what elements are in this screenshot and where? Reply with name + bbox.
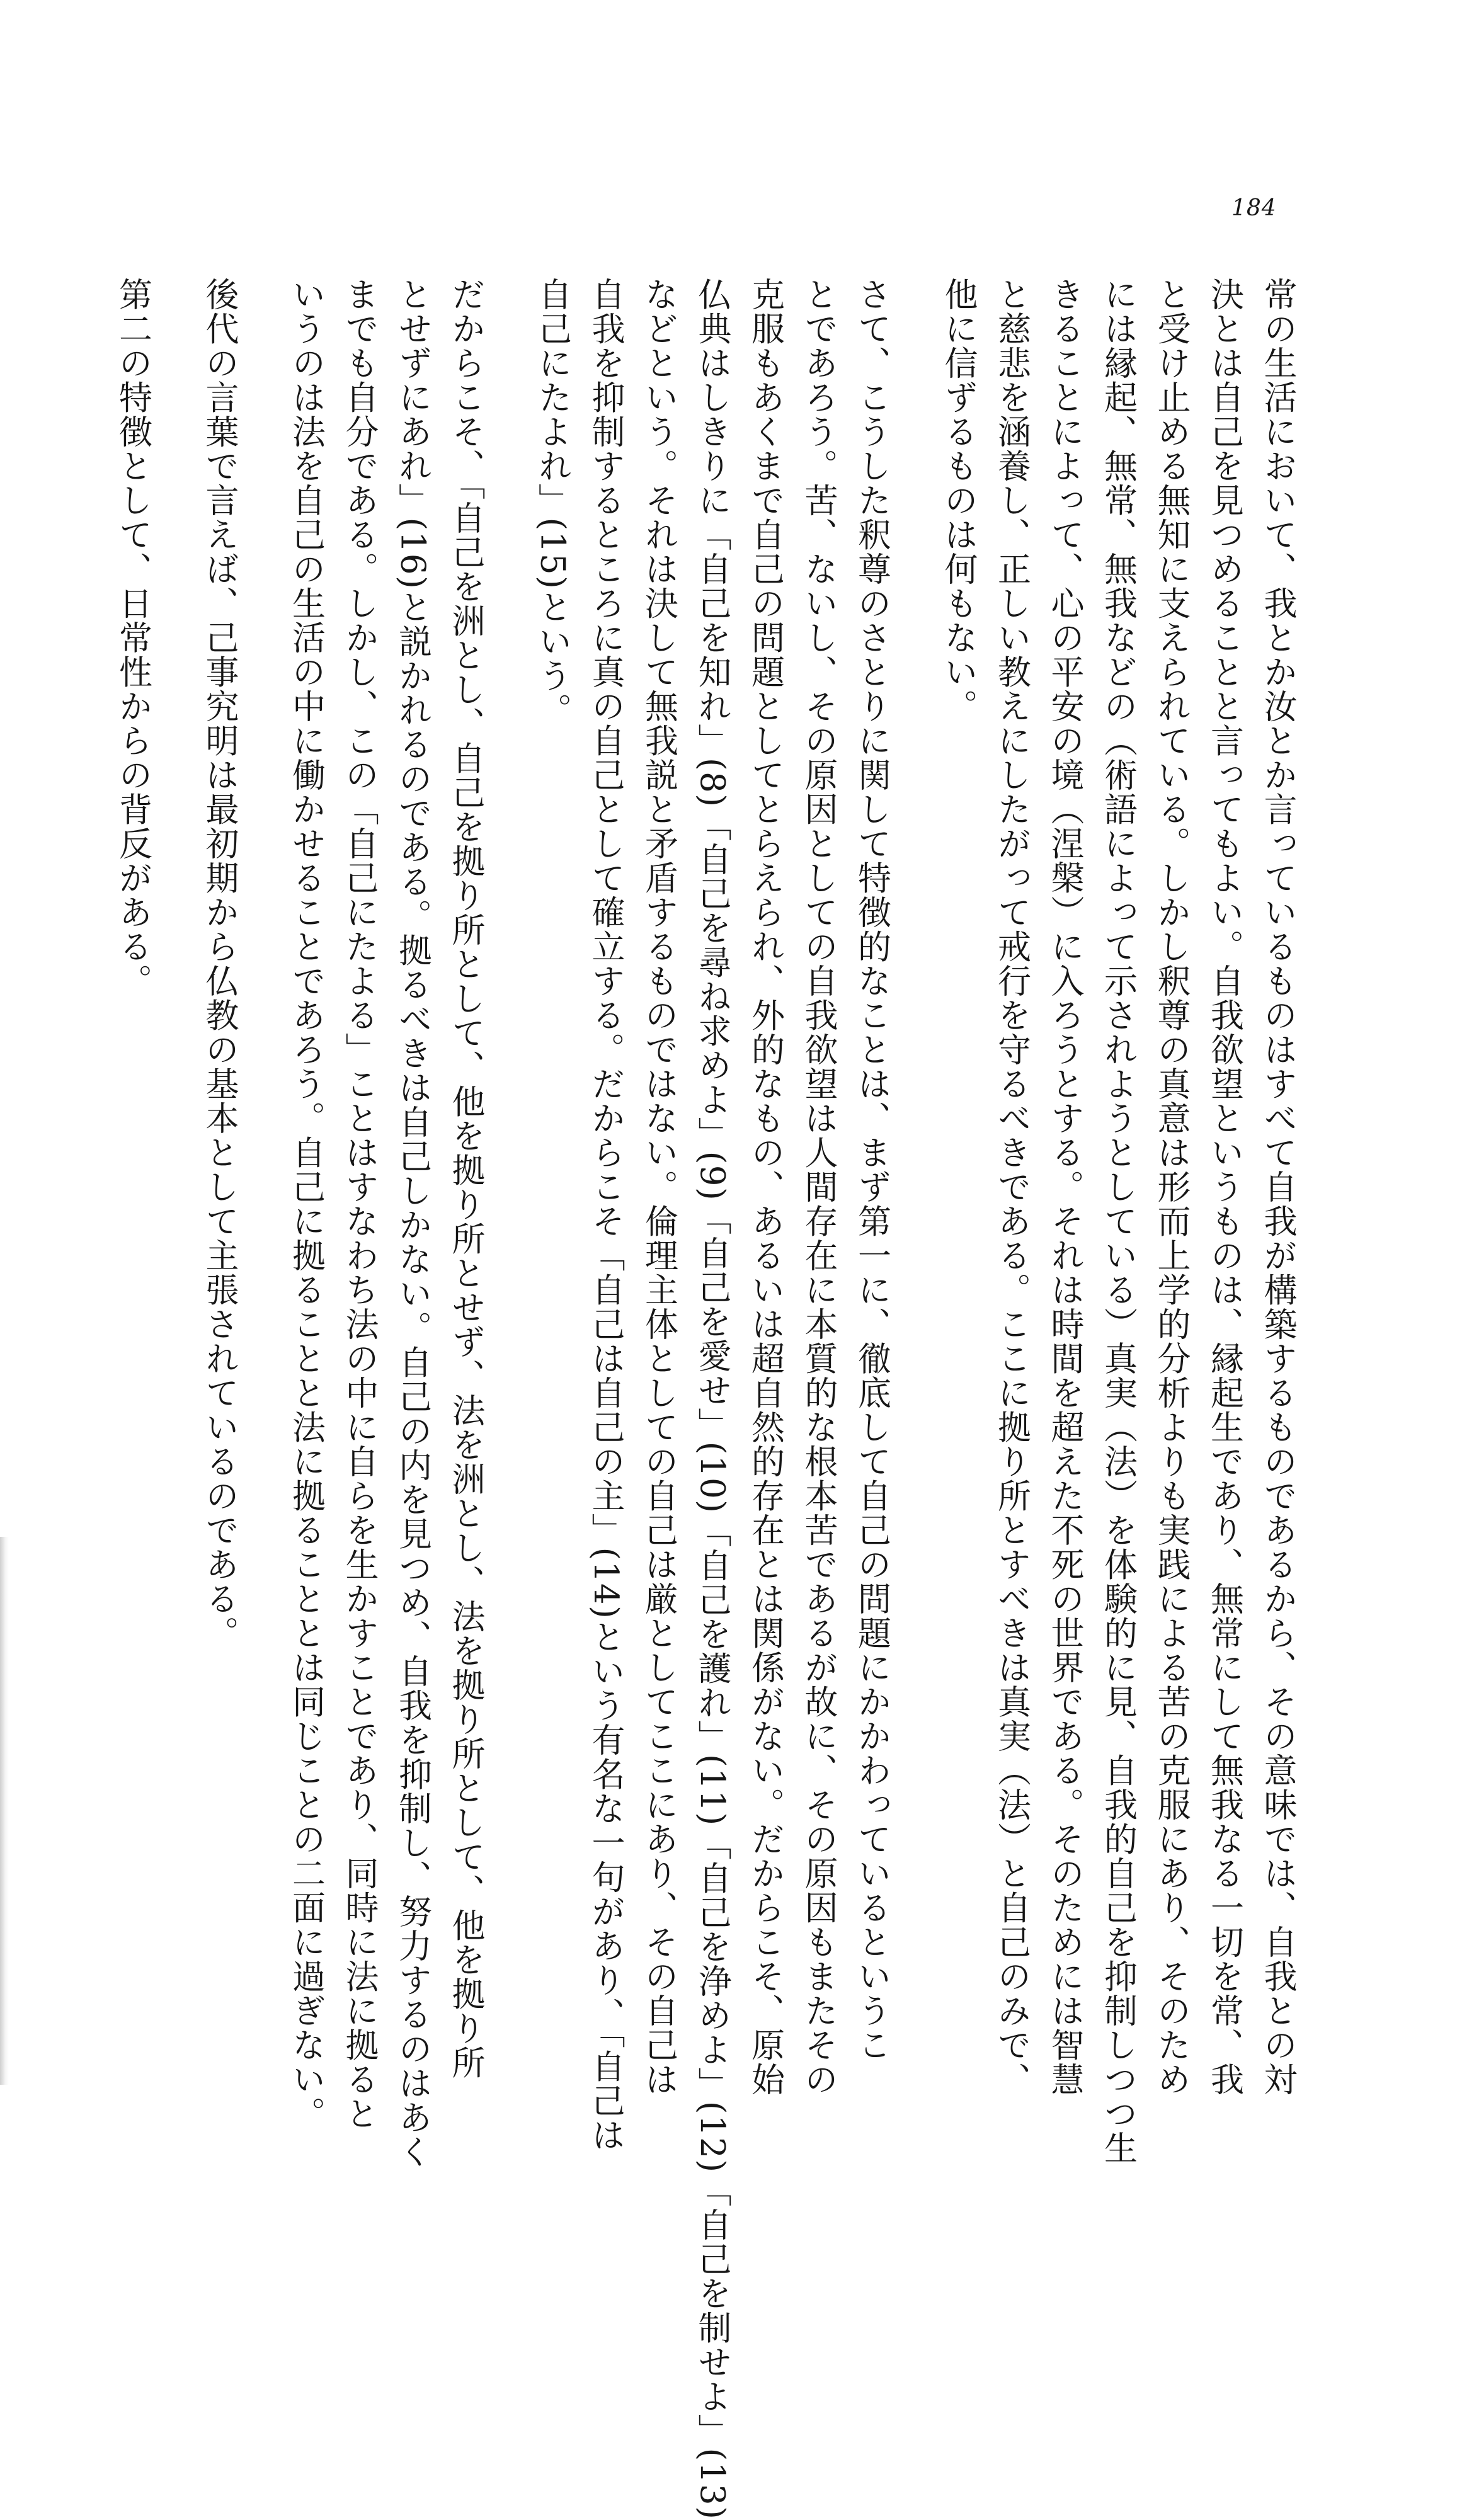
page-number: 184 [1231, 195, 1277, 221]
paragraph-start-line: さて、こうした釈尊のさとりに関して特徴的なことは、まず第一に、徹底して自己の問題にかかわっているというこ [852, 277, 891, 2062]
paragraph-start-line: 第二の特徴として、日常性からの背反がある。 [113, 277, 152, 998]
text-line: 常の生活において、我とか汝とか言っているものはすべて自我が構築するものであるから、その意味では、自我との対 [1259, 277, 1297, 2097]
text-line: 克服もあくまで自己の問題としてとらえられ、外的なもの、あるいは超自然的存在とは関係がない。だからこそ、原始 [746, 277, 785, 2097]
text-line: とであろう。苦、ないし、その原因としての自我欲望は人間存在に本質的な根本苦であるが故に、その原因もまたその [799, 277, 838, 2097]
text-line: などという。それは決して無我説と矛盾するものではない。倫理主体としての自己は厳としてここにあり、その自己は [639, 277, 678, 2097]
text-line: 自我を抑制するところに真の自己として確立する。だからこそ「自己は自己の主」(14)という有名な一句があり、「自己は [586, 277, 625, 2152]
text-line: には縁起、無常、無我などの（術語によって示されようとしている）真実（法）を体験的に見、自我的自己を抑制しつつ生 [1099, 277, 1138, 2165]
paragraph-start-line: だからこそ、「自己を洲とし、自己を拠り所として、他を拠り所とせず、法を洲とし、法を拠り所として、他を拠り所 [447, 277, 485, 2080]
text-line: 自己にたよれ」(15)という。 [533, 277, 572, 727]
text-line: とせずにあれ」(16)と説かれるのである。拠るべきは自己しかない。自己の内を見つめ、自我を抑制し、努力するのはあく [393, 277, 432, 2169]
text-line: きることによって、心の平安の境（涅槃）に入ろうとする。それは時間を超えた不死の世界である。そのためには智慧 [1046, 277, 1084, 2097]
text-line: と受け止める無知に支えられている。しかし釈尊の真意は形而上学的分析よりも実践による苦の克服にあり、そのため [1152, 277, 1191, 2097]
text-line: 決とは自己を見つめることと言ってもよい。自我欲望というものは、縁起生であり、無常にして無我なる一切を常、我 [1205, 277, 1244, 2097]
body-text [106, 277, 1304, 2520]
text-line: までも自分である。しかし、この「自己にたよる」ことはすなわち法の中に自らを生かすことであり、同時に法に拠ると [340, 277, 379, 2131]
text-line: いうのは法を自己の生活の中に働かせることであろう。自己に拠ることと法に拠ることとは同じことの二面に過ぎない。 [287, 277, 326, 2131]
scan-edge-shadow [0, 1537, 9, 2085]
text-line: 仏典はしきりに「自己を知れ」(8)「自己を尋ね求めよ」(9)「自己を愛せ」(10)「自己を護れ」(11)「自己を浄めよ」(12)「自己を制せよ」(13) [693, 277, 731, 2520]
text-line: と慈悲を涵養し、正しい教えにしたがって戒行を守るべきである。ここに拠り所とすべきは真実（法）と自己のみで、 [992, 277, 1031, 2097]
text-line: 他に信ずるものは何もない。 [939, 277, 978, 724]
paragraph-start-line: 後代の言葉で言えば、己事究明は最初期から仏教の基本として主張されているのである。 [200, 277, 239, 1650]
